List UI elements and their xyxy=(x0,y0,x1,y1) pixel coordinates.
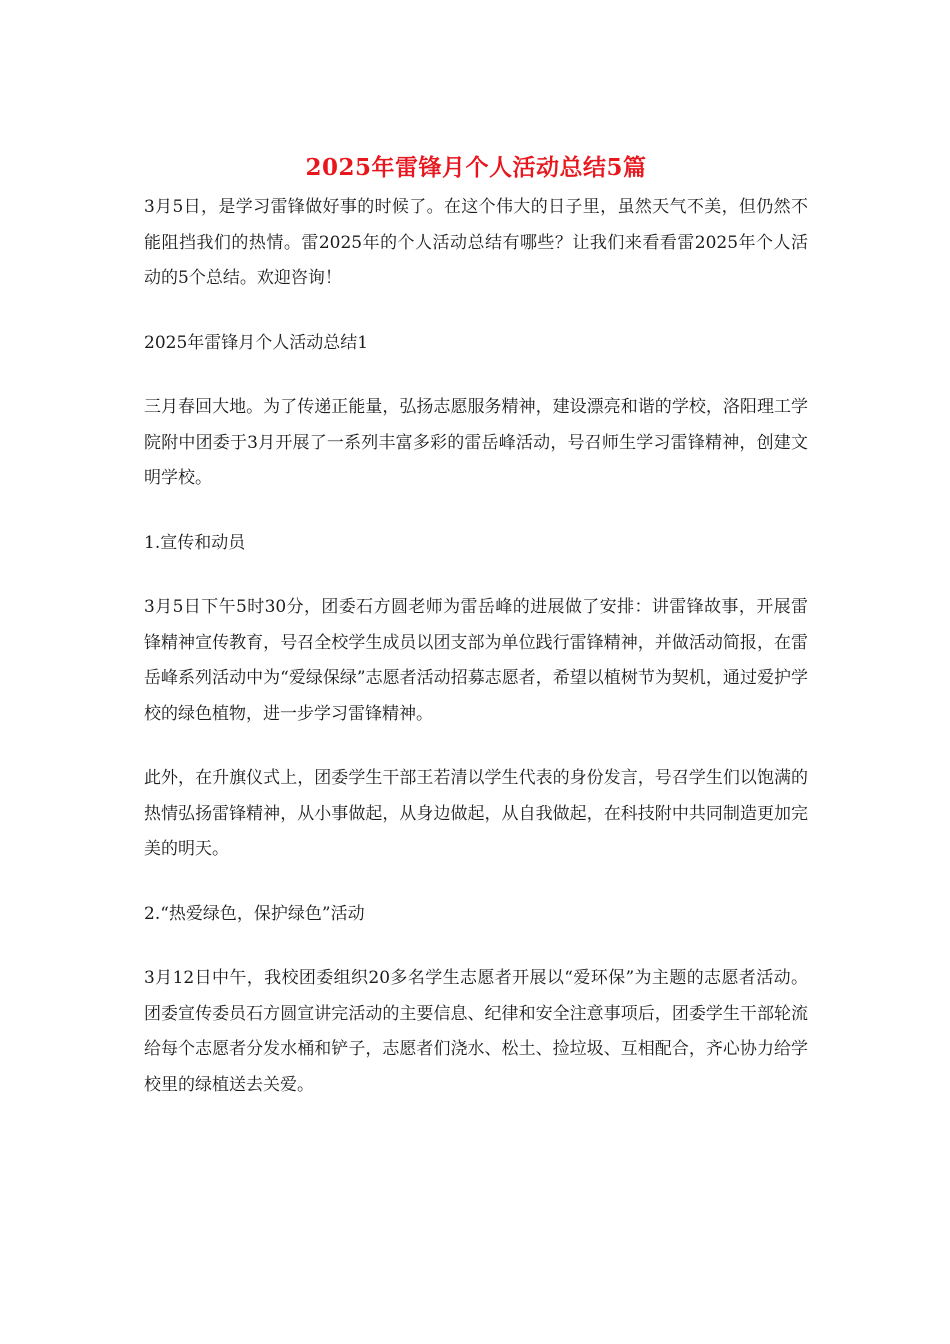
document-title: 2025年雷锋月个人活动总结5篇 xyxy=(305,154,647,181)
item-2-heading: 2.“热爱绿色，保护绿色”活动 xyxy=(144,903,365,924)
intro-paragraph: 3月5日，是学习雷锋做好事的时候了。在这个伟大的日子里，虽然天气不美，但仍然不能阻挡我们的热情。雷2025年的个人活动总结有哪些？让我们来看看雷2025年个人活动的5个总结。欢迎咨询！ xyxy=(144,197,808,288)
item-1-paragraph-1: 3月5日下午5时30分，团委石方圆老师为雷岳峰的进展做了安排：讲雷锋故事，开展雷锋精神宣传教育，号召全校学生成员以团支部为单位践行雷锋精神，并做活动简报，在雷岳峰系列活动中为“爱绿保绿”志愿者活动招募志愿者，希望以植树节为契机，通过爱护学校的绿色植物，进一步学习雷锋精神。 xyxy=(144,597,808,724)
item-1-paragraph-2: 此外，在升旗仪式上，团委学生干部王若清以学生代表的身份发言，号召学生们以饱满的热情弘扬雷锋精神，从小事做起，从身边做起，从自我做起，在科技附中共同制造更加完美的明天。 xyxy=(144,768,808,859)
item-2-paragraph-1: 3月12日中午，我校团委组织20多名学生志愿者开展以“爱环保”为主题的志愿者活动。团委宣传委员石方圆宣讲完活动的主要信息、纪律和安全注意事项后，团委学生干部轮流给每个志愿者分发水桶和铲子，志愿者们浇水、松土、捡垃圾、互相配合，齐心协力给学校里的绿植送去关爱。 xyxy=(144,968,808,1095)
section-intro-paragraph: 三月春回大地。为了传递正能量，弘扬志愿服务精神，建设漂亮和谐的学校，洛阳理工学院附中团委于3月开展了一系列丰富多彩的雷岳峰活动，号召师生学习雷锋精神，创建文明学校。 xyxy=(144,397,808,488)
item-1-heading: 1.宣传和动员 xyxy=(144,532,246,553)
section-title: 2025年雷锋月个人活动总结1 xyxy=(144,332,369,353)
document-page xyxy=(144,150,808,1132)
